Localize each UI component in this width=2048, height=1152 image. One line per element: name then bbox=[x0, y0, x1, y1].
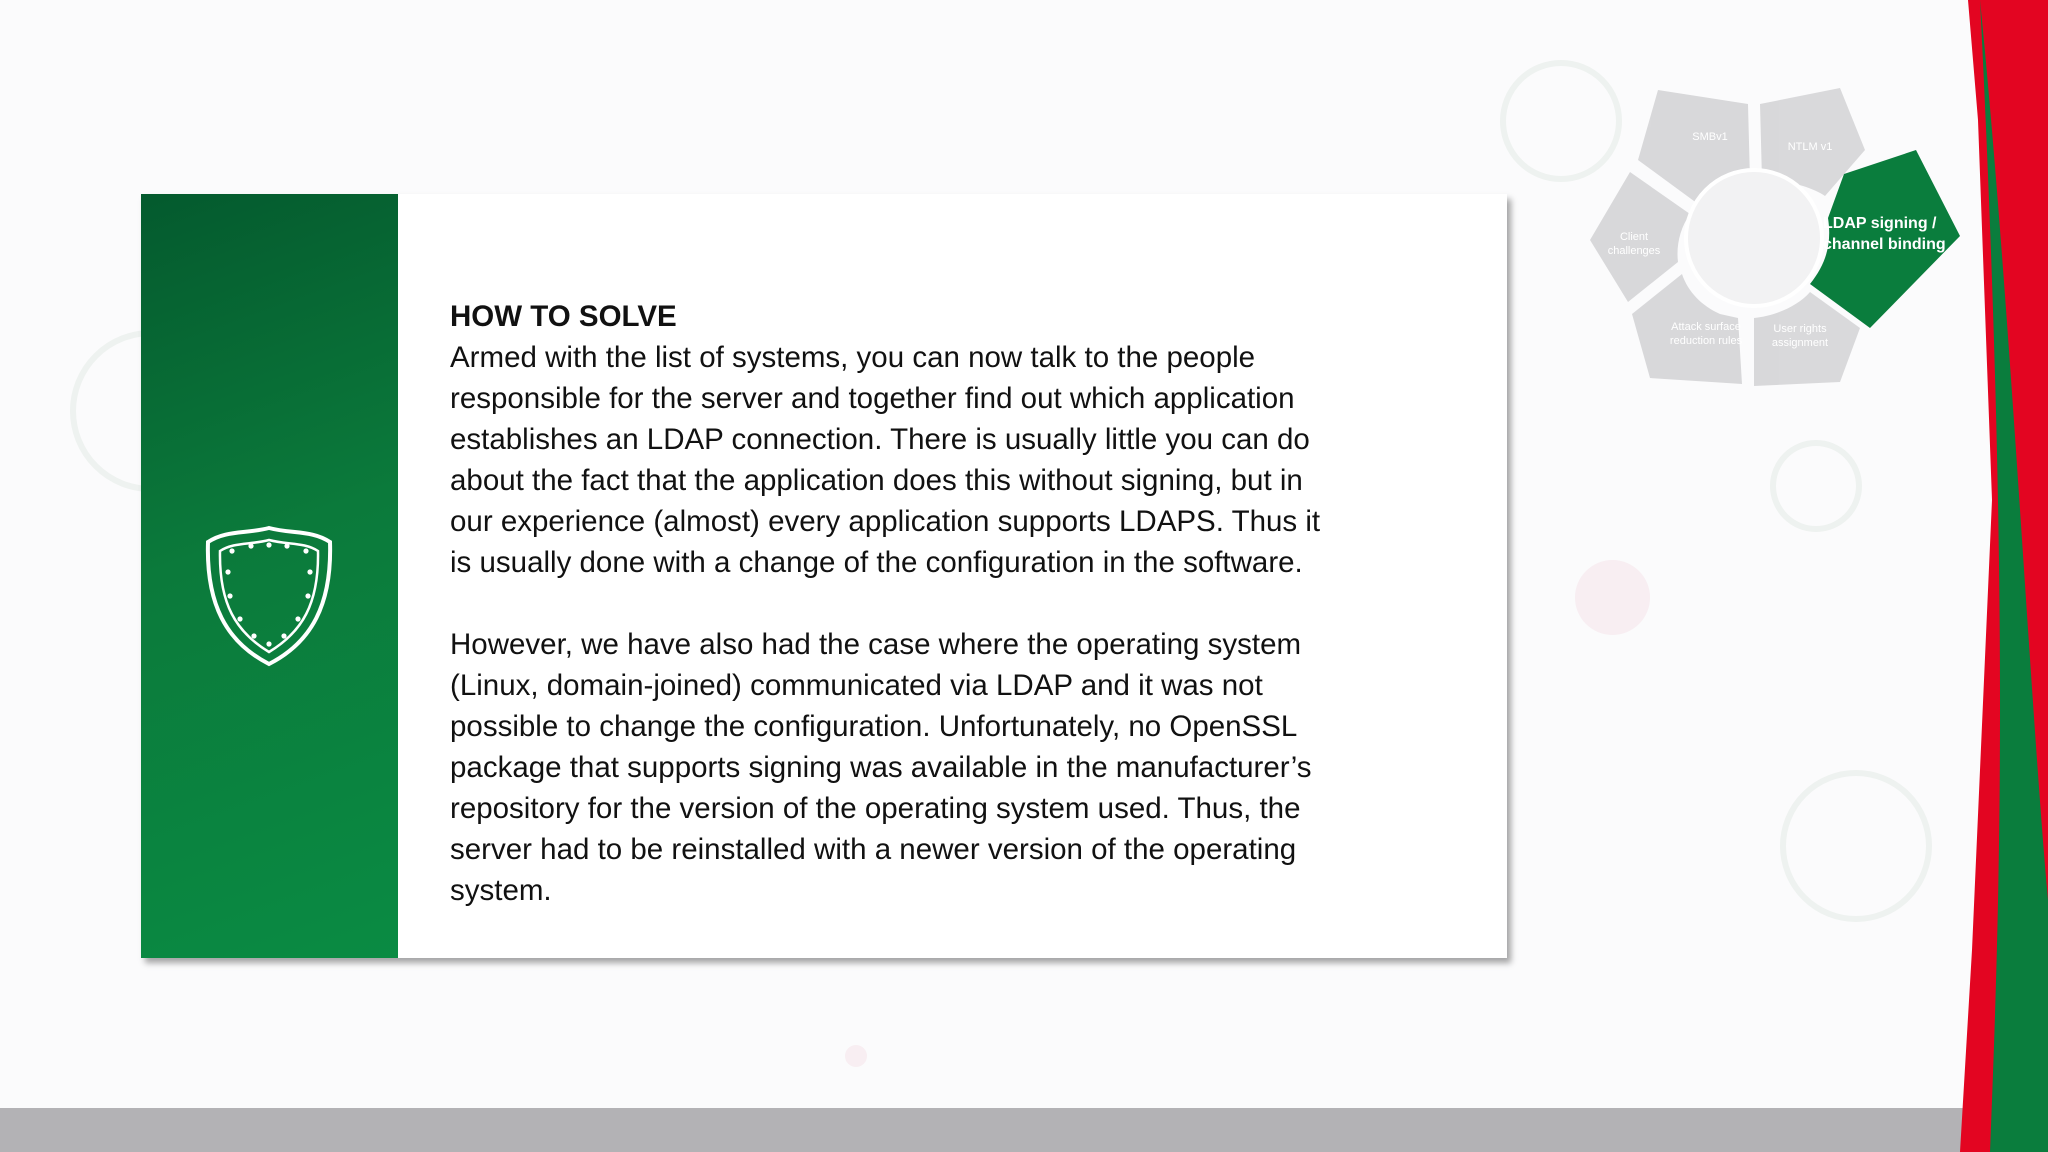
paragraph: However, we have also had the case where the operating system (Linux, domain-joined) communicated via LDAP and it was not possible to change the configuration. Unfortunately, no OpenSSL package that supports signing was available in the manufacturer’s repository for the version of the operating system used. Thus, the server had to be reinstalled with a newer version of the operating system. bbox=[450, 628, 1312, 907]
background-decoration bbox=[1575, 560, 1650, 635]
segment-label-user-rights: User rights assignment bbox=[1771, 323, 1829, 349]
content-card bbox=[141, 194, 1507, 958]
footer-bar bbox=[0, 1108, 2048, 1152]
segment-label-attack-surface: Attack surface reduction rules bbox=[1669, 321, 1743, 347]
wheel-center bbox=[1686, 170, 1822, 306]
segment-label-ldap-signing: LDAP signing / channel binding bbox=[1823, 215, 1946, 253]
card-accent-panel bbox=[141, 194, 398, 958]
segment-label-smbv1: SMBv1 bbox=[1692, 131, 1728, 143]
background-decoration bbox=[1770, 440, 1862, 532]
segment-label-ntlm-v1: NTLM v1 bbox=[1787, 141, 1833, 153]
card-text bbox=[450, 296, 1460, 911]
paragraph: Armed with the list of systems, you can now talk to the people responsible for the server and together find out which application establishes an LDAP connection. There is usually little you can do about the fact that the application does this without signing, but in our experience (almost) every application supports LDAPS. Thus it is usually done with a change of the configuration in the software. bbox=[450, 341, 1321, 579]
background-decoration bbox=[845, 1045, 867, 1067]
section-heading: HOW TO SOLVE bbox=[450, 300, 677, 333]
background-decoration bbox=[1780, 770, 1932, 922]
segment-label-client-challenges: Client challenges bbox=[1607, 231, 1661, 257]
topic-wheel-diagram bbox=[1570, 78, 1970, 398]
shield-icon bbox=[204, 524, 334, 669]
